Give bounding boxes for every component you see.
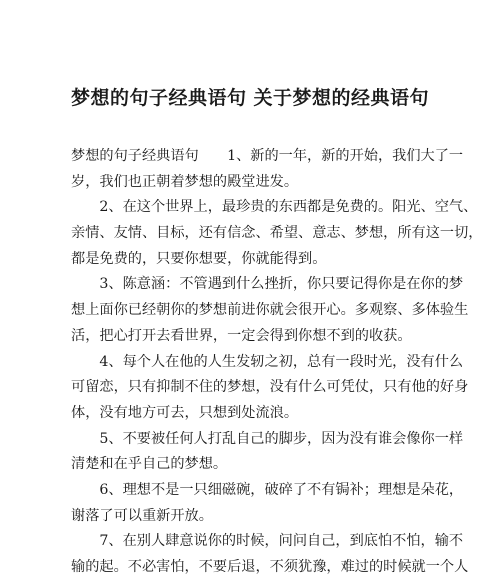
text-line: 清楚和在乎自己的梦想。: [71, 456, 228, 473]
text-line: 2、在这个世界上，最珍贵的东西都是免费的。阳光、空气、: [71, 199, 478, 216]
text-line: 都是免费的，只要你想要，你就能得到。: [71, 250, 327, 267]
document-title: 梦想的句子经典语句 关于梦想的经典语句: [70, 87, 430, 109]
text-line: 输的起。不必害怕，不要后退，不须犹豫，难过的时候就一个人: [71, 559, 469, 575]
text-line: 4、每个人在他的人生发轫之初，总有一段时光，没有什么: [71, 353, 464, 370]
text-line: 可留恋，只有抑制不住的梦想，没有什么可凭仗，只有他的好身: [71, 379, 469, 396]
text-line: 想上面你已经朝你的梦想前进你就会很开心。多观察、多体验生: [71, 302, 469, 319]
text-line: 亲情、友情、目标，还有信念、希望、意志、梦想，所有这一切，: [71, 225, 483, 242]
text-line: 体，没有地方可去，只想到处流浪。: [71, 404, 299, 421]
text-line: 活，把心打开去看世界，一定会得到你想不到的收获。: [71, 327, 412, 344]
text-line: 6、理想不是一只细磁碗，破碎了不有锔补；理想是朵花，: [71, 481, 464, 498]
text-line: 3、陈意涵：不管遇到什么挫折，你只要记得你是在你的梦: [71, 276, 464, 293]
text-line: 梦想的句子经典语句 1、新的一年，新的开始，我们大了一: [71, 148, 464, 164]
text-line: 谢落了可以重新开放。: [71, 507, 213, 524]
text-line: 5、不要被任何人打乱自己的脚步，因为没有谁会像你一样: [71, 430, 464, 447]
text-line: 7、在别人肆意说你的时候，问问自己，到底怕不怕，输不: [71, 533, 464, 550]
document-body: [71, 144, 483, 581]
text-line: 岁，我们也正朝着梦想的殿堂进发。: [71, 173, 299, 190]
